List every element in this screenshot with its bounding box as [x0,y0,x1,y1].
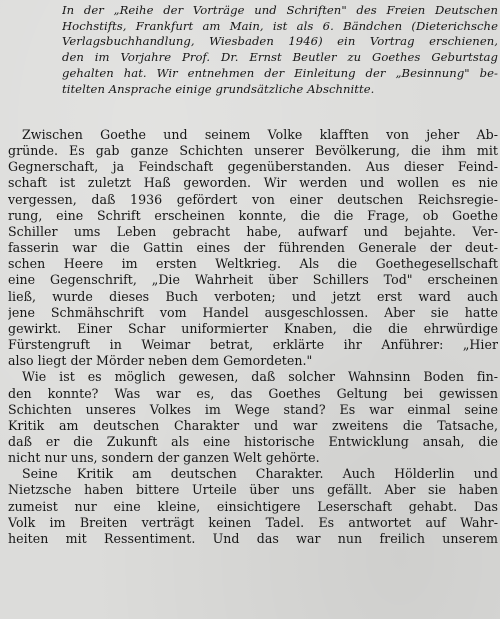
text-line: Gegnerschaft, ja Feindschaft gegenüberstanden. Aus dieser Feind- [8,159,498,175]
text-line: vergessen, daß 1936 gefördert von einer deutschen Reichsregie- [8,191,498,207]
intro-line: Verlagsbuchhandlung, Wiesbaden 1946) ein Vortrag erschienen, [62,34,498,49]
text-line: Volk im Breiten verträgt keinen Tadel. Es antwortet auf Wahr- [8,514,498,530]
text-line: gewirkt. Einer Schar uniformierter Knaben, die die ehrwürdige [8,320,498,336]
text-line: schen Heere im ersten Weltkrieg. Als die Goethegesellschaft [8,256,498,272]
text-line: jene Schmähschrift vom Handel ausgeschlossen. Aber sie hatte [8,304,498,320]
text-line: rung, eine Schrift erscheinen konnte, die die Frage, ob Goethe [8,207,498,223]
text-line: daß er die Zukunft als eine historische Entwicklung ansah, die [8,433,498,449]
text-line: fasserin war die Gattin eines der führenden Generale der deut- [8,240,498,256]
text-line: Nietzsche haben bittere Urteile über uns gefällt. Aber sie haben [8,482,498,498]
text-line: heiten mit Ressentiment. Und das war nun freilich unserem [8,530,498,546]
text-line: Fürstengruft in Weimar betrat, erklärte ihr Anführer: „Hier [8,337,498,353]
intro-line: In der „Reihe der Vorträge und Schriften" des Freien Deutschen [62,3,498,17]
text-line: also liegt der Mörder neben dem Gemordeten." [8,353,313,369]
paragraph-1 [8,127,498,369]
text-line: Schichten unseres Volkes im Wege stand? Es war einmal seine [8,401,498,417]
intro-line: Hochstifts, Frankfurt am Main, ist als 6. Bändchen (Dieterichsche [62,18,498,33]
text-line: Zwischen Goethe und seinem Volke klafften von jeher Ab- [22,127,498,142]
text-line: Kritik am deutschen Charakter und war zweitens die Tatsache, [8,417,498,433]
text-line: Seine Kritik am deutschen Charakter. Auch Hölderlin und [22,466,498,482]
text-line: ließ, wurde dieses Buch verboten; und jetzt erst ward auch [8,288,498,304]
intro-line: gehalten hat. Wir entnehmen der Einleitung der „Besinnung" be- [62,65,498,80]
paragraph-2 [8,369,498,466]
text-line: den konnte? Was war es, das Goethes Geltung bei gewissen [8,385,498,401]
text-line: Wie ist es möglich gewesen, daß solcher Wahnsinn Boden fin- [22,369,498,385]
article-body [8,127,498,547]
text-line: schaft ist zuletzt Haß geworden. Wir werden und wollen es nie [8,175,498,191]
paragraph-3 [8,466,498,547]
intro-line: titelten Ansprache einige grundsätzliche Abschnitte. [62,81,375,96]
intro-line: den im Vorjahre Prof. Dr. Ernst Beutler zu Goethes Geburtstag [62,50,498,65]
text-line: eine Gegenschrift, „Die Wahrheit über Schillers Tod" erscheinen [8,272,498,288]
text-line: nicht nur uns, sondern der ganzen Welt gehörte. [8,450,320,466]
text-line: zumeist nur eine kleine, einsichtigere Leserschaft gehabt. Das [8,498,498,514]
intro-note [62,3,498,97]
text-line: Schiller ums Leben gebracht habe, aufwarf und bejahte. Ver- [8,223,498,239]
text-line: gründe. Es gab ganze Schichten unserer Bevölkerung, die ihm mit [8,143,498,159]
